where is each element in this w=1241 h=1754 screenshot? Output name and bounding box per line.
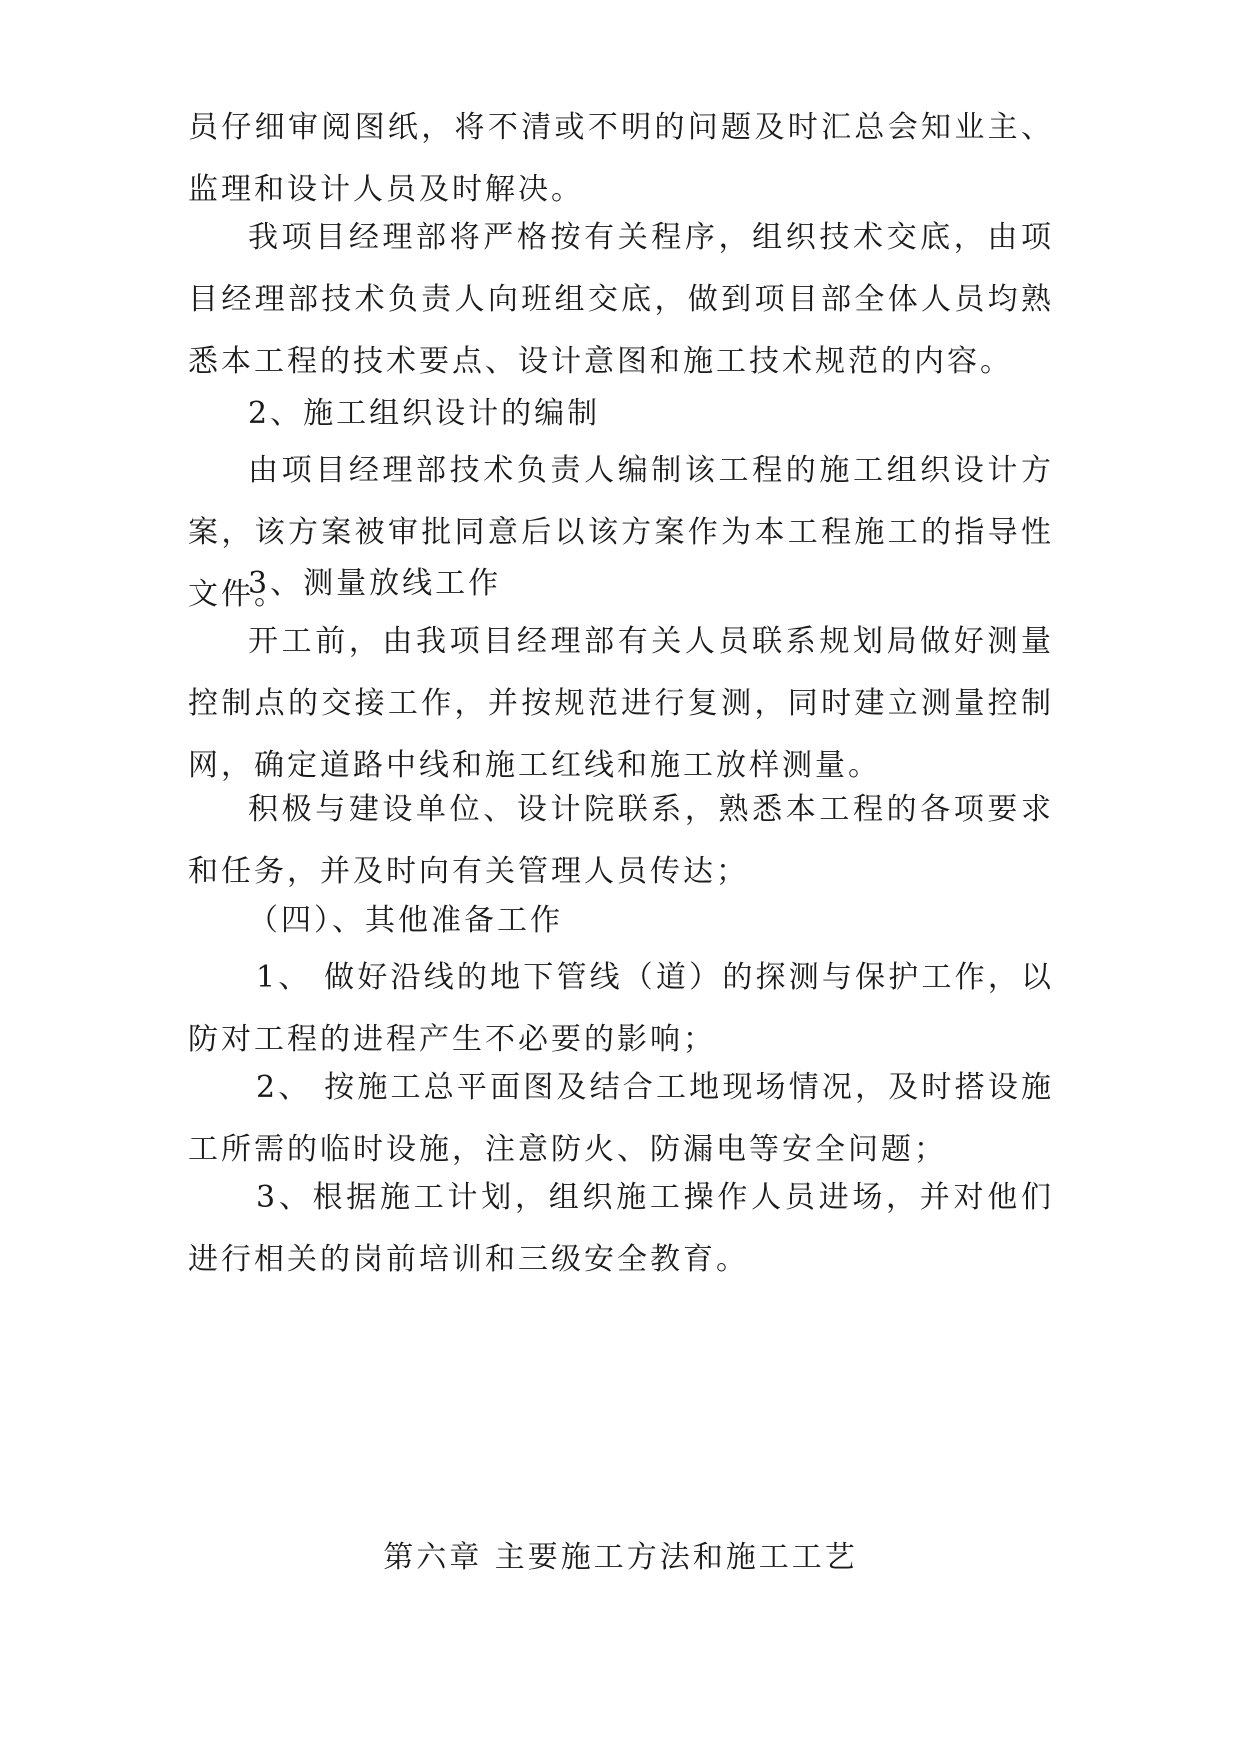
paragraph-continuation: 员仔细审阅图纸，将不清或不明的问题及时汇总会知业主、监理和设计人员及时解决。 [188, 110, 1054, 207]
list-item-training: 3、根据施工计划，组织施工操作人员进场，并对他们进行相关的岗前培训和三级安全教育。 [188, 1180, 1054, 1277]
paragraph-construction-design: 由项目经理部技术负责人编制该工程的施工组织设计方案，该方案被审批同意后以该方案作为本工程施工的指导性文件。 [188, 453, 1054, 612]
chapter-title: 第六章 主要施工方法和施工工艺 [383, 1540, 858, 1575]
heading-construction-design: 2、施工组织设计的编制 [248, 396, 601, 431]
list-item-temporary-facilities: 2、 按施工总平面图及结合工地现场情况，及时搭设施工所需的临时设施，注意防火、防漏电等安全问题； [188, 1070, 1054, 1167]
paragraph-technical-briefing: 我项目经理部将严格按有关程序，组织技术交底，由项目经理部技术负责人向班组交底，做到项目部全体人员均熟悉本工程的技术要点、设计意图和施工技术规范的内容。 [188, 220, 1054, 379]
list-item-pipelines: 1、 做好沿线的地下管线（道）的探测与保护工作，以防对工程的进程产生不必要的影响； [188, 960, 1054, 1057]
paragraph-liaison: 积极与建设单位、设计院联系，熟悉本工程的各项要求和任务，并及时向有关管理人员传达； [188, 792, 1054, 889]
heading-other-preparation: （四）、其他准备工作 [248, 903, 563, 938]
heading-survey-work: 3、测量放线工作 [248, 566, 502, 601]
paragraph-survey-work: 开工前，由我项目经理部有关人员联系规划局做好测量控制点的交接工作，并按规范进行复测，同时建立测量控制网，确定道路中线和施工红线和施工放样测量。 [188, 624, 1054, 783]
